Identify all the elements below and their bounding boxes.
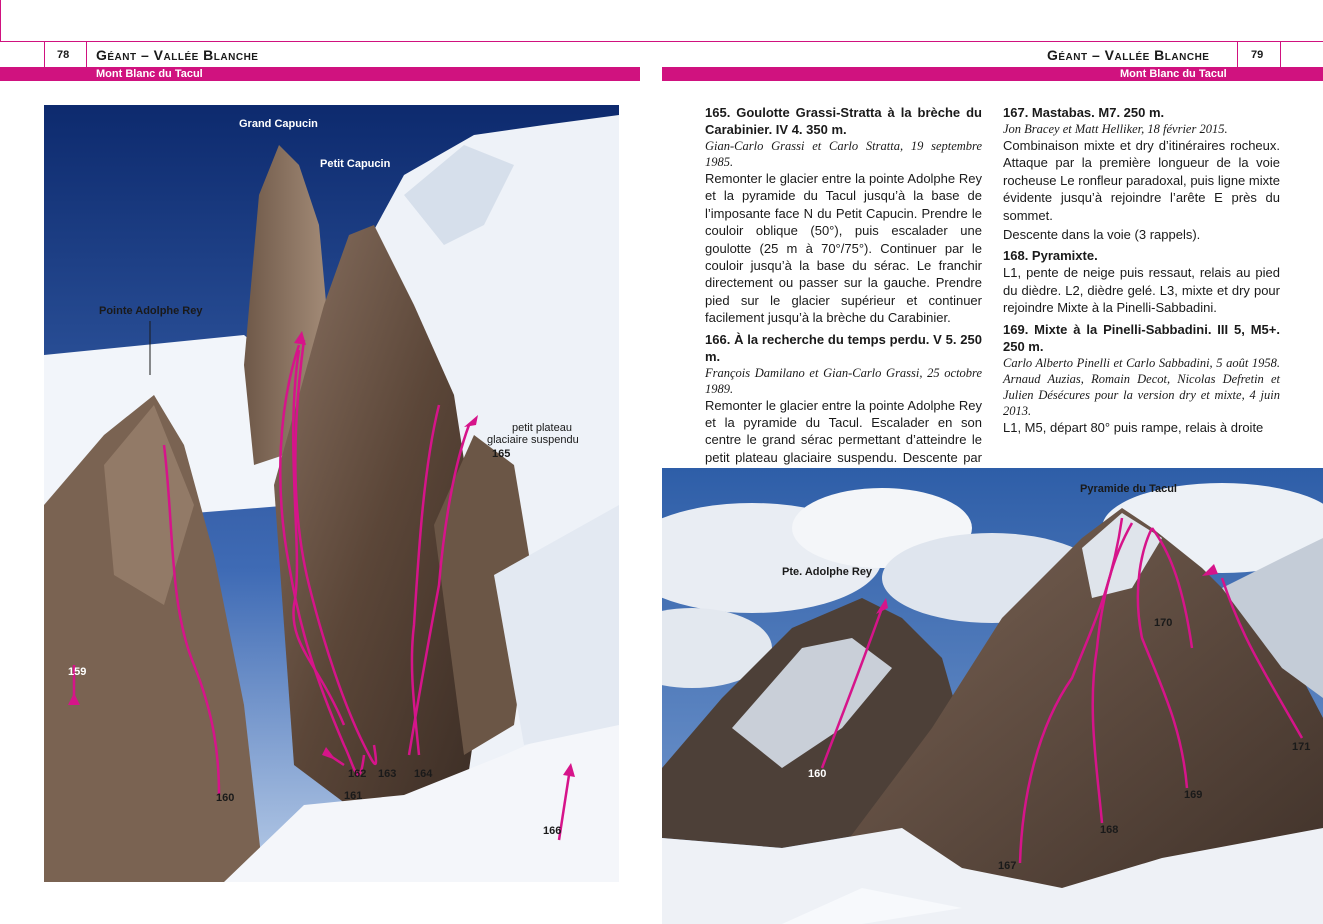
text-column-2 (1003, 104, 1280, 436)
route-number: 169 (1184, 789, 1203, 801)
right-running-head: Géant – Vallée Blanche (1047, 47, 1210, 63)
right-route-photo (662, 468, 1323, 924)
label-petit-capucin: Petit Capucin (320, 158, 391, 170)
route-number: 170 (1154, 617, 1173, 629)
left-section-label: Mont Blanc du Tacul (96, 68, 203, 80)
route-title: 167. Mastabas. M7. 250 m. (1003, 105, 1165, 120)
route-number: 162 (348, 768, 367, 780)
route-description: Remonter le glacier entre la pointe Adolphe Rey et la pyramide du Tacul. Escalader en son centre le grand sérac permettant d’atteindre le petit plateau glaciaire suspendu. Descente par (705, 397, 982, 465)
left-page-number: 78 (57, 49, 70, 61)
label-pyramide-du-tacul: Pyramide du Tacul (1080, 483, 1177, 495)
route-title: 165. Goulotte Grassi-Stratta à la brèche du Carabinier. IV 4. 350 m. (705, 105, 982, 137)
route-description: L1, pente de neige puis ressaut, relais au pied du dièdre. L2, dièdre gelé. L3, mixte et dry pour rejoindre Mixte à la Pinelli-Sabbadini. (1003, 265, 1280, 316)
route-number: 159 (68, 666, 87, 678)
route-description: Combinaison mixte et dry d’itinéraires rocheux. Attaque par la première longueur de la voie rocheuse Le ronfleur paradoxal, puis ligne mixte évidente jusqu’à rejoindre l’arête E près du sommet. (1003, 138, 1280, 223)
left-header-divider (86, 42, 87, 67)
right-header-divider (1237, 42, 1238, 67)
label-pte-adolphe-rey: Pte. Adolphe Rey (782, 566, 873, 578)
left-photo-illustration (44, 105, 619, 882)
right-section-label: Mont Blanc du Tacul (1120, 68, 1227, 80)
right-page-number: 79 (1251, 49, 1264, 61)
left-running-head: Géant – Vallée Blanche (96, 47, 259, 63)
route-description: Descente dans la voie (3 rappels). (1003, 227, 1201, 243)
route-number: 166 (543, 825, 562, 837)
right-photo-illustration (662, 468, 1323, 924)
route-authors: François Damilano et Gian-Carlo Grassi, 25 octobre 1989. (705, 365, 982, 396)
left-route-photo (44, 105, 619, 882)
route-description: L1, M5, départ 80° puis rampe, relais à droite (1003, 419, 1264, 435)
label-plateau-line2: glaciaire suspendu (487, 434, 579, 446)
left-header-divider (44, 42, 45, 67)
route-authors: Gian-Carlo Grassi et Carlo Stratta, 19 septembre 1985. (705, 139, 982, 169)
text-column-1 (705, 104, 982, 484)
route-number: 164 (414, 768, 433, 780)
route-title: 166. À la recherche du temps perdu. V 5. 250 m. (705, 331, 982, 364)
right-header-divider (1280, 42, 1281, 67)
route-number: 160 (808, 768, 827, 780)
page-edge-rule (0, 0, 1, 41)
route-authors: Carlo Alberto Pinelli et Carlo Sabbadini, 5 août 1958. Arnaud Auzias, Romain Decot, Nicolas Defretin et Julien Désécures pour la version dry et mixte, 4 juin 2013. (1003, 355, 1280, 418)
label-plateau-line1: petit plateau (512, 422, 572, 434)
route-number: 165 (492, 448, 511, 460)
label-grand-capucin: Grand Capucin (239, 118, 318, 130)
route-title: 168. Pyramixte. (1003, 248, 1098, 264)
header-top-rule (0, 41, 1323, 42)
route-number: 161 (344, 790, 363, 802)
route-number: 160 (216, 792, 235, 804)
route-number: 163 (378, 768, 397, 780)
route-number: 168 (1100, 824, 1119, 836)
route-number: 171 (1292, 741, 1311, 753)
route-description: Remonter le glacier entre la pointe Adolphe Rey et la pyramide du Tacul jusqu’à la base de l’imposante face N du Petit Capucin. Prendre le couloir oblique (50°), puis escalader une goulotte (25 m à 70°/75°). Continuer par le couloir jusqu’à la base du sérac. Le franchir directement ou passer sur la gauche. Prendre pied sur le glacier supérieur et continuer facilement jusqu’à la brèche du Carabinier. (705, 171, 982, 326)
route-number: 167 (998, 860, 1017, 872)
route-title: 169. Mixte à la Pinelli-Sabbadini. III 5, M5+. 250 m. (1003, 321, 1280, 354)
label-pointe-adolphe-rey: Pointe Adolphe Rey (99, 305, 203, 317)
route-authors: Jon Bracey et Matt Helliker, 18 février 2015. (1003, 122, 1228, 136)
